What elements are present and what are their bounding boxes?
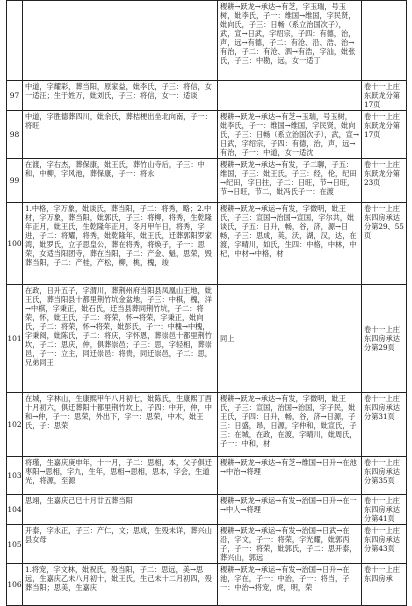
record-description: 将瑾，生嘉庆庚申年，十一月，子二：思相，本，父子俱迁枣阳→思相，字九，生年，思相→思相，思本，字会，生道光，将源，至源 — [23, 457, 218, 495]
genealogy-table — [6, 0, 407, 606]
table-row — [7, 159, 407, 203]
record-description: 中道，字耀彩，葬当阳，原家益，妣李氏，子三：将信，女一适汪；生于姓万，妣刘氏，子三：将信，女一：适谈 — [23, 81, 218, 111]
table-row — [7, 1, 407, 81]
table-row — [7, 111, 407, 159]
record-description: 在城，字林山，生康熙甲午八月初七，妣陈氏，生康熙丁酉十月初六，俱迁葬阳十都里荆竹坎上，子四：中开，仲，中和→仲，子一：思荣，外出下，字一：思荣，中木，妣王氏，子：思荣 — [23, 393, 218, 457]
table-row — [7, 285, 407, 393]
record-description: 1.中格，字万象，妣谈氏，葬当阳，子二：将秀，略；2.中材，字万象，葬当阳，妣郭氏，子三：将柳，将秀，生乾隆年正月，妣王氏，生乾隆年正月，冬月甲午日，将秀，字进，子二：将耀，将秀，妣乾隆年，妣王氏，迁葬郭阳罗家湾，妣罗氏，立子思皇公，葬在将秀，将焕子，子一：思荣，女适当阳团寺，葬在当阳，子二：产金、魁，思荣，毁葬当阳，子二：产桂，产松，柳，桃，槐，竣 — [23, 203, 218, 285]
row-number: 100 — [7, 203, 23, 285]
source-reference: 卷十一上庄东四房承达分第29页 — [362, 285, 407, 393]
table-row — [7, 203, 407, 285]
record-description: 中道，字胜德葬四川，妣余氏，葬桔梗出坐北向南，子一：将旺 — [23, 111, 218, 159]
source-reference: 卷十一上庄东跃龙分第23页 — [362, 159, 407, 203]
table-row — [7, 393, 407, 457]
row-number — [7, 1, 23, 81]
row-number: 105 — [7, 525, 23, 564]
record-description: 1.将宠，字文林，妣祝氏，殁当阳，子二：思远，美→思远，生嘉庆乙未八月初十，妣王氏，生己未十二月初四，殁葬当阳；思美，生嘉庆 — [23, 564, 218, 606]
lineage-chain: 稷耕→跃龙→承达→有芝→玉瑞，号玉树，妣李氏，子一：维国→维国，字民贤，妣向氏，子三：日畅（系立治国次子），武，宣→日武，字绍宗，子四：有德，治，声，远→有治，子一：中道，女一适沈 — [218, 111, 362, 159]
source-reference: 卷十一上庄东四房承达分第35页 — [362, 457, 407, 495]
source-reference: 卷十一上庄东四房承达分第29、55页 — [362, 203, 407, 285]
row-number: 99 — [7, 159, 23, 203]
lineage-chain: 稷耕→跃龙→承达→有芝，字玉瑞，号玉树，妣李氏，子一：维国→维国，字民贤，妣向氏，子三：日畅（系立治国次子），武，宣→日武，字绍宗，子四：有德，治，声，远→有德，子二：有沧、沿、浩、治→有治，子二：有沧、泗→有浩，字汕，妣张氏，子三：中勘，远，女一适丁 — [218, 1, 362, 81]
table-row — [7, 495, 407, 525]
source-reference: 卷十一上庄东四房承达分第43页 — [362, 525, 407, 564]
row-number: 98 — [7, 111, 23, 159]
lineage-chain: 稷耕→跃龙→承运→有发→治国→日升→在池，字在，子一：中治，子一：将当，子一：中治→将宠，虎，明，荣 — [218, 564, 362, 606]
source-reference: 卷十一上庄东四房承 — [362, 564, 407, 606]
lineage-chain — [218, 81, 362, 111]
record-description: 在政，日升五子，字渭川，葬荆州府当阳县凤凰山王地，妣王氏，葬当阳县十都里荆竹坑金盆地，子三：中棋，槐，洋→中棋，字秉正，妣石氏，迁当县葬同荆竹坑，子二：将荣，怀，妣王氏，子二：将荣，怀→将荣，字秉正，妣向氏，子二：将荣，怀→将荣，妣彭氏，子一：中槐→中槐，字秉阅，妣陈氏，子二：将庆，字怀恩，葬崇邑十都里荆竹坎，子二：思庆，仲，俱葬崇邑；子三：思，字轻相，葬崇邑，子一：立主，同迁崇邑：将贵，同迁崇邑，子二：思，兄弟同王 — [23, 285, 218, 393]
lineage-chain: 稷耕→跃龙→承运→有发→治国→日升→在一→中人→将理 — [218, 495, 362, 525]
record-description: 在渡，字右杰，葬保康，妣王氏，葬竹山寺后，子三：中和，中柳，字风池，葬保康，子一：将永 — [23, 159, 218, 203]
lineage-chain: 稷耕→跃龙→承运→有发，字微明，妣王氏，子三：宣国→治国→宣国，字尔共，妣谈氏，子五：日升，畅，谷，济，源→日畅，子三：思成，英，沃，湖，汉，达，在渡，字晴川，如氏，生四：中格，中林，中杞，中材→中格，材 — [218, 203, 362, 285]
row-number: 106 — [7, 564, 23, 606]
table-row — [7, 457, 407, 495]
lineage-chain: 稷耕→跃龙→承达→有发，字微明，妣王氏，子三：宣国，治国→治国，字子民，妣王氏，子四：日升，畅，谷，济→日源，子三：日盛，昂，日源，字仲和，妣宣氏，子三：在城，在政，在渡，字晴川，妣周氏，子一：中和，材 — [218, 393, 362, 457]
lineage-chain: 稷耕→跃龙→承达→有发，子二聊，子五：维国，子三：妣王氏，子三：经，伦，纪田→纪田，字日拄，子二：日旺，节→日旺，节→日旺，节二，妣冯氏子一：在渡 — [218, 159, 362, 203]
row-number: 104 — [7, 495, 23, 525]
record-description — [23, 1, 218, 81]
table-row — [7, 564, 407, 606]
source-reference: 卷十一上庄东跃龙分第17页 — [362, 111, 407, 159]
source-reference: 卷十一上庄东四房承达分第31页 — [362, 393, 407, 457]
table-row — [7, 81, 407, 111]
lineage-chain: 稷耕→跃龙→承运→有发→治国→日武→在沿，字文，子一：将荣，字光耀，妣郭丙子，子一：将荣，妣郭氏，子二：思开泰，葬兴山，郭远 — [218, 525, 362, 564]
lineage-chain: 同上 — [218, 285, 362, 393]
row-number: 97 — [7, 81, 23, 111]
row-number: 102 — [7, 393, 23, 457]
row-number: 103 — [7, 457, 23, 495]
record-description: 思翊，生嘉庆己巳十月廿五葬当阳 — [23, 495, 218, 525]
record-description: 开泰，字永正，子三：产仁，文；思成，生殁未详，葬兴山县女母 — [23, 525, 218, 564]
source-reference — [362, 1, 407, 81]
lineage-chain: 稷耕→跃龙→承达→有芝→维国→日升→在池→中治→将理 — [218, 457, 362, 495]
table-row — [7, 525, 407, 564]
source-reference: 卷十一上庄东四房承达分第41页 — [362, 495, 407, 525]
row-number: 101 — [7, 285, 23, 393]
source-reference: 卷十一上庄东跃龙分第17页 — [362, 81, 407, 111]
